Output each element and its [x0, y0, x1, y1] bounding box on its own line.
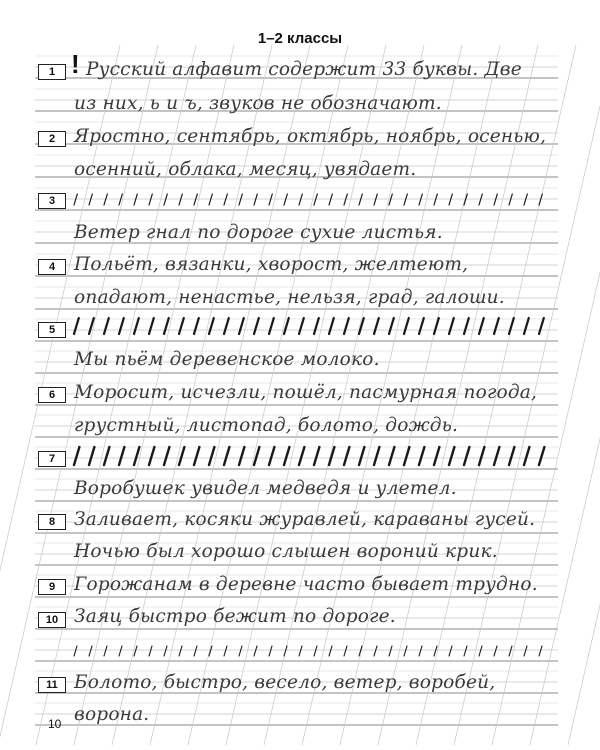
stroke-mark: [314, 447, 319, 465]
exercise-line: Ночью был хорошо слышен вороний крик.: [74, 541, 498, 562]
stroke-mark: [284, 646, 287, 656]
stroke-mark: [299, 646, 302, 656]
stroke-mark: [539, 194, 542, 205]
stroke-mark: [104, 318, 109, 334]
stroke-mark: [374, 447, 379, 465]
stroke-mark: [449, 318, 454, 334]
stroke-mark: [89, 318, 94, 334]
stroke-mark: [134, 318, 139, 334]
stroke-mark: [254, 194, 257, 205]
stroke-mark: [224, 447, 229, 465]
stroke-mark: [314, 318, 319, 334]
exercise-line: Болото, быстро, весело, ветер, воробей,: [74, 672, 496, 693]
stroke-mark: [194, 318, 199, 334]
stroke-mark: [404, 194, 407, 205]
stroke-mark: [509, 194, 512, 205]
stroke-mark: [464, 318, 469, 334]
stroke-mark: [509, 646, 512, 656]
stroke-mark: [89, 646, 92, 656]
stroke-mark: [299, 447, 304, 465]
stroke-mark: [149, 646, 152, 656]
stroke-mark: [344, 318, 349, 334]
stroke-mark: [449, 447, 454, 465]
exercise-line: Мы пьём деревенское молоко.: [74, 349, 380, 370]
stroke-mark: [119, 646, 122, 656]
stroke-mark: [344, 646, 347, 656]
stroke-mark: [194, 447, 199, 465]
stroke-mark: [449, 646, 452, 656]
stroke-mark: [329, 318, 334, 334]
stroke-mark: [194, 646, 197, 656]
stroke-mark: [374, 646, 377, 656]
stroke-mark: [74, 194, 77, 205]
stroke-mark: [374, 194, 377, 205]
stroke-mark: [419, 646, 422, 656]
exercise-number: 5: [38, 322, 66, 338]
exercise-line: Польёт, вязанки, хворост, желтеют,: [74, 254, 469, 275]
stroke-mark: [524, 194, 527, 205]
exercise-number: 1: [38, 64, 66, 80]
exercise-number: 10: [38, 612, 66, 628]
stroke-mark: [89, 447, 94, 465]
stroke-mark: [374, 318, 379, 334]
exercise-number: 11: [38, 677, 66, 693]
exercise-line: Горожанам в деревне часто бывает трудно.: [74, 574, 538, 595]
exercise-line: ворона.: [74, 704, 150, 725]
stroke-mark: [494, 646, 497, 656]
stroke-mark: [329, 194, 332, 205]
stroke-mark: [539, 318, 544, 334]
exercise-line: Заливает, косяки журавлей, караваны гусей.: [74, 509, 536, 530]
exercise-number: 9: [38, 579, 66, 595]
exercise-number: 2: [38, 131, 66, 147]
stroke-mark: [359, 194, 362, 205]
stroke-mark: [404, 646, 407, 656]
exclamation-rule-icon: !: [71, 49, 80, 79]
stroke-mark: [239, 318, 244, 334]
stroke-mark: [164, 194, 167, 205]
stroke-mark: [314, 646, 317, 656]
stroke-mark: [269, 194, 272, 205]
exercise-line: Русский алфавит содержит 33 буквы. Две: [86, 59, 522, 80]
stroke-mark: [509, 447, 514, 465]
stroke-mark: [209, 447, 214, 465]
stroke-mark: [284, 194, 287, 205]
stroke-mark: [404, 447, 409, 465]
stroke-mark: [164, 447, 169, 465]
stroke-mark: [299, 194, 302, 205]
stroke-mark: [104, 194, 107, 205]
stroke-mark: [239, 646, 242, 656]
stroke-mark: [434, 318, 439, 334]
stroke-mark: [269, 447, 274, 465]
stroke-mark: [224, 646, 227, 656]
page-number: 10: [48, 717, 62, 731]
stroke-mark: [314, 194, 317, 205]
exercise-line: Воробушек увидел медведя и улетел.: [74, 478, 457, 499]
stroke-mark: [239, 447, 244, 465]
stroke-mark: [239, 194, 242, 205]
slant-line: [530, 45, 600, 745]
stroke-mark: [104, 447, 109, 465]
exercise-line: Яростно, сентябрь, октябрь, ноябрь, осенью,: [74, 126, 547, 147]
stroke-mark: [149, 447, 154, 465]
stroke-mark: [74, 646, 77, 656]
stroke-mark: [179, 646, 182, 656]
stroke-mark: [149, 194, 152, 205]
stroke-mark: [524, 318, 529, 334]
stroke-mark: [434, 447, 439, 465]
stroke-mark: [209, 318, 214, 334]
stroke-mark: [359, 447, 364, 465]
stroke-mark: [164, 318, 169, 334]
stroke-mark: [389, 318, 394, 334]
stroke-mark: [179, 318, 184, 334]
stroke-mark: [494, 318, 499, 334]
stroke-mark: [539, 447, 544, 465]
stroke-mark: [494, 447, 499, 465]
stroke-mark: [224, 194, 227, 205]
stroke-mark: [539, 646, 542, 656]
exercise-number: 6: [38, 387, 66, 403]
stroke-mark: [209, 194, 212, 205]
exercise-line: грустный, листопад, болото, дождь.: [74, 415, 459, 436]
stroke-mark: [419, 318, 424, 334]
stroke-mark: [389, 447, 394, 465]
stroke-mark: [434, 194, 437, 205]
stroke-mark: [224, 318, 229, 334]
stroke-mark: [74, 318, 79, 334]
exercise-line: опадают, ненастье, нельзя, град, галоши.: [74, 287, 505, 308]
stroke-mark: [74, 447, 79, 465]
stroke-mark: [194, 194, 197, 205]
exercise-line: из них, ь и ъ, звуков не обозначают.: [74, 93, 442, 114]
stroke-mark: [269, 646, 272, 656]
exercise-line: Моросит, исчезли, пошёл, пасмурная погода,: [74, 382, 538, 403]
stroke-mark: [149, 318, 154, 334]
exercise-number: 3: [38, 193, 66, 209]
stroke-mark: [509, 318, 514, 334]
stroke-mark: [494, 194, 497, 205]
stroke-mark: [479, 194, 482, 205]
stroke-mark: [269, 318, 274, 334]
stroke-mark: [89, 194, 92, 205]
stroke-mark: [344, 194, 347, 205]
stroke-mark: [449, 194, 452, 205]
stroke-mark: [119, 447, 124, 465]
stroke-mark: [329, 646, 332, 656]
stroke-mark: [404, 318, 409, 334]
exercise-line: Заяц быстро бежит по дороге.: [74, 606, 396, 627]
exercise-number: 4: [38, 259, 66, 275]
stroke-mark: [419, 194, 422, 205]
stroke-mark: [134, 194, 137, 205]
slant-line: [568, 45, 600, 745]
stroke-mark: [479, 318, 484, 334]
stroke-mark: [254, 447, 259, 465]
page-title: 1–2 классы: [257, 30, 343, 47]
stroke-mark: [299, 318, 304, 334]
stroke-mark: [464, 447, 469, 465]
stroke-mark: [344, 447, 349, 465]
exercise-number: 7: [38, 451, 66, 467]
exercise-line: Ветер гнал по дороге сухие листья.: [74, 222, 443, 243]
stroke-mark: [524, 447, 529, 465]
stroke-mark: [254, 318, 259, 334]
stroke-mark: [284, 447, 289, 465]
stroke-mark: [464, 646, 467, 656]
stroke-mark: [419, 447, 424, 465]
stroke-mark: [164, 646, 167, 656]
stroke-mark: [119, 318, 124, 334]
stroke-mark: [524, 646, 527, 656]
stroke-mark: [104, 646, 107, 656]
stroke-mark: [479, 646, 482, 656]
exercise-line: осенний, облака, месяц, увядает.: [74, 159, 417, 180]
stroke-mark: [389, 646, 392, 656]
stroke-mark: [479, 447, 484, 465]
stroke-mark: [254, 646, 257, 656]
stroke-mark: [179, 194, 182, 205]
exercise-number: 8: [38, 514, 66, 530]
